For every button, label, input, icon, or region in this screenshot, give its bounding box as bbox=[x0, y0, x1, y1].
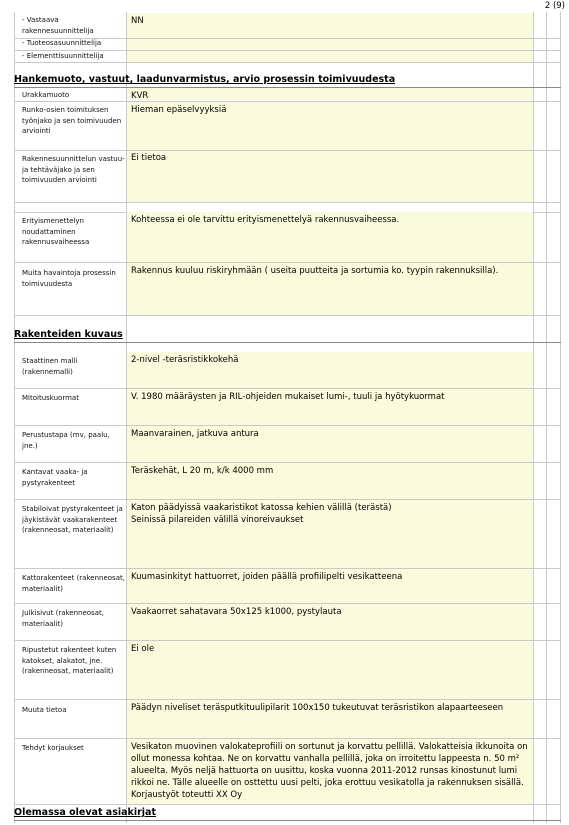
label-cell: Perustustapa (mv, paalu, jne.) bbox=[22, 431, 110, 450]
row-divider bbox=[14, 202, 561, 203]
row-divider bbox=[14, 342, 561, 343]
value-text: Ei tietoa bbox=[131, 153, 167, 163]
label-cell: Ripustetut rakenteet kuten katokset, alakatot, jne. (rakenneosat, materiaalit) bbox=[22, 646, 117, 675]
value-cell: KVR bbox=[127, 88, 533, 100]
value-cell: Päädyn niveliset teräsputkituulipilarit 100x150 tukeutuvat teräsristikon alapaarteeseen bbox=[127, 700, 533, 738]
value-cell: V. 1980 määräysten ja RIL-ohjeiden mukaiset lumi-, tuuli ja hyötykuormat bbox=[127, 389, 533, 425]
value-text: Hieman epäselvyyksiä bbox=[131, 105, 227, 115]
value-cell: Teräskehät, L 20 m, k/k 4000 mm bbox=[127, 463, 533, 499]
section-title: Hankemuoto, vastuut, laadunvarmistus, arvio prosessin toimivuudesta bbox=[14, 74, 396, 85]
value-cell: Rakennus kuuluu riskiryhmään ( useita puutteita ja sortumia ko. tyypin rakennuksilla). bbox=[127, 263, 533, 315]
value-cell: Kuumasinkityt hattuorret, joiden päällä profiilipelti vesikatteena bbox=[127, 569, 533, 603]
row-divider bbox=[14, 820, 561, 821]
value-cell: Katon päädyissä vaakaristikot katossa kehien välillä (terästä) Seinissä pilareiden välillä vinoreivaukset bbox=[127, 500, 533, 568]
label-cell: Erityismenettelyn noudattaminen rakennusvaiheessa bbox=[22, 217, 90, 246]
label-cell: Mitoituskuormat bbox=[22, 394, 79, 402]
value-cell: Ei ole bbox=[127, 641, 533, 699]
label-cell: Staattinen malli (rakennemalli) bbox=[22, 357, 78, 376]
label-cell: Stabiloivat pystyrakenteet ja jäykistävät vaakarakenteet (rakenneosat, materiaalit) bbox=[22, 505, 123, 534]
label-cell: Kantavat vaaka- ja pystyrakenteet bbox=[22, 468, 88, 487]
value-cell: Kohteessa ei ole tarvittu erityismenettelyä rakennusvaiheessa. bbox=[127, 212, 533, 262]
label-cell: - Elementtisuunnittelija bbox=[22, 52, 104, 60]
row-divider bbox=[14, 62, 561, 63]
value-cell: Vesikaton muovinen valokateprofiili on sortunut ja korvattu pellillä. Valokatteisia ikkunoita on ollut monessa kohtaa. Ne on korvattu vanhalla pellillä, joka on irroitettu lappeesta n. 50 m² alueelta. Myös neljä hattuorta on uusittu, koska vuonna 2011-2012 runsas kinostunut lumi rikkoi ne. Tälle alueelle on osttettu uusi pelti, joka erottuu vesikatolla ja rakennuksen sisällä. Korjaustyöt toteutti XX Oy bbox=[127, 739, 533, 804]
section-title: Olemassa olevat asiakirjat bbox=[14, 807, 156, 818]
label-cell: Urakkamuoto bbox=[22, 91, 70, 99]
label-cell: Runko-osien toimituksen työnjako ja sen toimivuuden arviointi bbox=[22, 106, 122, 135]
label-cell: Muita havaintoja prosessin toimivuudesta bbox=[22, 269, 116, 288]
value-cell: Maanvarainen, jatkuva antura bbox=[127, 426, 533, 462]
page-number: 2 (9) bbox=[544, 1, 565, 11]
value-cell: 2-nivel -teräsristikkokehä bbox=[127, 352, 533, 388]
value-cell: NN bbox=[127, 13, 533, 62]
grid-line bbox=[533, 12, 534, 823]
label-cell: Kattorakenteet (rakenneosat, materiaalit) bbox=[22, 574, 125, 593]
grid-line bbox=[546, 12, 547, 823]
grid-line bbox=[560, 12, 561, 823]
row-divider bbox=[14, 804, 561, 805]
label-cell: Muuta tietoa bbox=[22, 706, 67, 714]
section-title: Rakenteiden kuvaus bbox=[14, 329, 123, 340]
label-cell: Tehdyt korjaukset bbox=[22, 744, 84, 752]
label-cell: - Vastaava rakennesuunnittelija bbox=[22, 16, 94, 35]
value-cell: Vaakaorret sahatavara 50x125 k1000, pystylauta bbox=[127, 604, 533, 640]
label-cell: Rakennesuunnittelun vastuu- ja tehtäväjako ja sen toimivuuden arviointi bbox=[22, 155, 125, 184]
row-divider bbox=[14, 315, 561, 316]
label-cell: - Tuoteosasuunnittelija bbox=[22, 39, 102, 47]
label-cell: Julkisivut (rakenneosat, materiaalit) bbox=[22, 609, 104, 628]
